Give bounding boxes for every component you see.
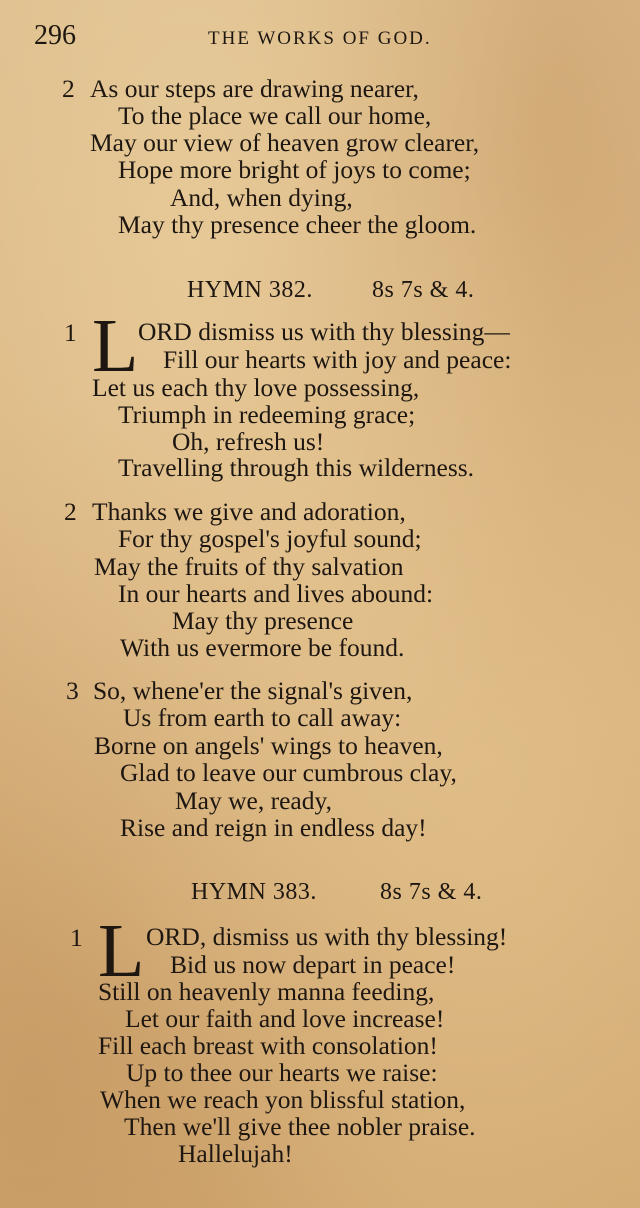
verse-number: 2 <box>62 74 75 103</box>
verse-line: Rise and reign in endless day! <box>120 813 427 842</box>
verse-line: Bid us now depart in peace! <box>170 950 456 979</box>
running-title: THE WORKS OF GOD. <box>208 28 432 49</box>
verse-number: 2 <box>64 497 77 526</box>
verse-line: Hallelujah! <box>178 1139 293 1168</box>
page-number: 296 <box>34 20 76 51</box>
verse-line: Up to thee our hearts we raise: <box>126 1058 438 1087</box>
verse-line: May thy presence <box>172 606 354 635</box>
verse-line: Fill our hearts with joy and peace: <box>163 345 512 374</box>
verse-line: So, whene'er the signal's given, <box>93 676 413 705</box>
drop-cap: L <box>98 909 145 993</box>
verse-line: As our steps are drawing nearer, <box>90 74 419 103</box>
verse-number: 1 <box>70 923 83 952</box>
verse-number: 1 <box>64 318 77 347</box>
verse-line: Then we'll give thee nobler praise. <box>124 1112 476 1141</box>
verse-line: Glad to leave our cumbrous clay, <box>120 758 457 787</box>
verse-line: Oh, refresh us! <box>172 427 325 456</box>
verse-line: For thy gospel's joyful sound; <box>118 524 422 553</box>
verse-line: Still on heavenly manna feeding, <box>98 977 435 1006</box>
verse-line: When we reach yon blissful station, <box>100 1085 466 1114</box>
verse-line: To the place we call our home, <box>118 101 432 130</box>
verse-number: 3 <box>66 676 79 705</box>
hymn-meter: 8s 7s & 4. <box>372 277 475 303</box>
verse-line: Borne on angels' wings to heaven, <box>94 731 443 760</box>
verse-line: And, when dying, <box>170 183 353 212</box>
verse-line: May our view of heaven grow clearer, <box>90 128 480 157</box>
verse-line: May we, ready, <box>175 786 332 815</box>
drop-cap: L <box>92 304 139 388</box>
verse-line: May thy presence cheer the gloom. <box>118 210 477 239</box>
verse-line: Travelling through this wilderness. <box>118 453 475 482</box>
hymn-title: HYMN 383. <box>191 879 317 905</box>
verse-line: ORD, dismiss us with thy blessing! <box>146 922 508 951</box>
verse-line: With us evermore be found. <box>120 633 405 662</box>
page-header <box>0 20 640 60</box>
verse-line: Us from earth to call away: <box>123 703 402 732</box>
verse-line: Fill each breast with consolation! <box>98 1031 438 1060</box>
verse-line: May the fruits of thy salvation <box>94 552 404 581</box>
verse-line: Let our faith and love increase! <box>125 1004 445 1033</box>
hymn-meter: 8s 7s & 4. <box>380 879 483 905</box>
verse-line: In our hearts and lives abound: <box>118 579 434 608</box>
verse-line: Hope more bright of joys to come; <box>118 155 471 184</box>
hymn-title: HYMN 382. <box>187 277 313 303</box>
verse-line: Triumph in redeeming grace; <box>118 400 416 429</box>
verse-line: ORD dismiss us with thy blessing— <box>138 317 510 346</box>
verse-line: Let us each thy love possessing, <box>92 373 420 402</box>
verse-line: Thanks we give and adoration, <box>92 497 406 526</box>
